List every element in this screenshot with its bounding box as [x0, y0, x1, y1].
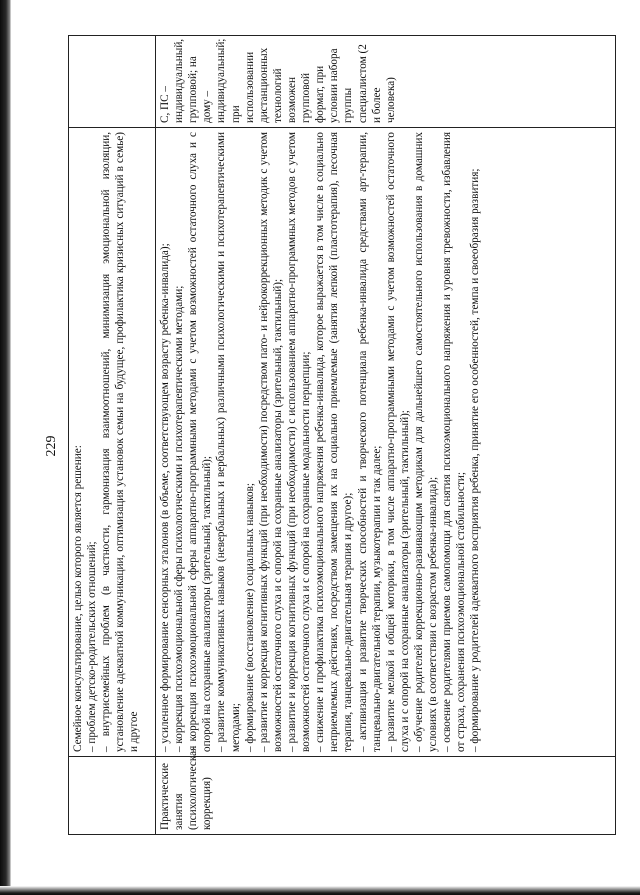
services-table [68, 35, 616, 835]
row1-items [85, 132, 141, 752]
list-item: – коррекция психоэмоциональной сферы психологическими и психотерапевтическими методами; [173, 285, 186, 752]
row2-category-cell: Практические занятия (психологическая коррекция) [156, 757, 616, 835]
row1-content-cell [69, 128, 156, 757]
scan-edge-bottom [0, 886, 640, 895]
row2-items [158, 132, 483, 752]
row1-category-cell [69, 757, 156, 835]
list-item: – развитие коммуникативных навыков (невербальных и вербальных) различными психологическими и психотерапевтическими методами; [215, 132, 242, 752]
rotated-table-container [68, 35, 616, 835]
list-item: – формирование (восстановление) социальных навыков; [243, 483, 256, 752]
row1-title: Семейное консультирование, целью которого является решение: [72, 445, 84, 752]
list-item: – освоение родителями приемов самопомощи для снятия психоэмоционального напряжения и уровня тревожности, избавления от страха, сохранения психоэмоциональной стабильности; [441, 132, 468, 752]
list-item: – обучение родителей коррекционно-развивающим методикам для дальнейшего самостоятельного использования в домашних условиях (в соответствии с возрастом ребенка-инвалида); [412, 132, 440, 752]
list-item: – усиленное формирование сенсорных эталонов (в объеме, соответствующем возрасту ребенка-инвалида); [159, 243, 171, 752]
list-item: – развитие мелкой и общей моторики, в том числе аппаратно-программными методами с учетом возможностей остаточного слуха и с опорой на сохранные анализаторы (зрительный, тактильный); [384, 132, 411, 752]
page-number: 229 [44, 435, 59, 457]
row1-format-cell [69, 36, 156, 128]
list-item: – развитие и коррекция когнитивных функций (при необходимости) с использованием аппаратно-программных методов с учетом возможностей остаточного слуха и с опорой на сохранные модальности перцепции; [285, 132, 313, 752]
list-item: – активизация и развитие творческих способностей и творческого потенциала ребенка-инвалида средствами арт-терапии, танцевально-двигательной терапии, музыкотерапии и так далее; [356, 132, 383, 752]
list-item: – формирование у родителей адекватного восприятия ребенка, принятие его особенностей, темпа и своеобразия развития; [469, 168, 482, 752]
row2-format-cell [156, 36, 616, 128]
list-item: – развитие и коррекция когнитивных функций (при необходимости) посредством пато- и нейрокоррекционных методик с учетом возможностей остаточного слуха и с опорой на сохранные анализаторы (зрительный, тактильный); [257, 132, 284, 752]
table-row-practical-sessions [156, 36, 616, 835]
row2-content-cell [156, 128, 616, 757]
row2-format-text: С, ПС – индивидуальный, групповой; на дому – индивидуальный; при использовании дистанционных технологий возможен групповой формат, при условии набора группы специалистом (2 и более человека) [159, 38, 397, 123]
scan-edge-left [0, 0, 11, 895]
list-item: – внутрисемейных проблем (в частности, гармонизация взаимоотношений, минимизация эмоциональной изоляции, установление адекватной коммуникации, оптимизация установок семьи на будущее, профилактика кризисных ситуаций в семье) и другое [100, 132, 141, 752]
table-row-family-counseling [69, 36, 156, 835]
list-item: – проблем детско-родительских отношений; [86, 541, 99, 752]
list-item: – снижение и профилактика психоэмоционального напряжения ребенка-инвалида, которое выражается в том числе в социально неприемлемых действиях, посредством замещения их на социально приемлемые (занятия лепкой (пластотерапия), песочная терапия, танцевально-двигательная терапия и другое); [314, 132, 355, 752]
list-item: – коррекция психоэмоциональной сферы аппаратно-программными методами с учетом возможностей остаточного слуха и с опорой на сохранные анализаторы (зрительный, тактильный); [187, 132, 214, 752]
